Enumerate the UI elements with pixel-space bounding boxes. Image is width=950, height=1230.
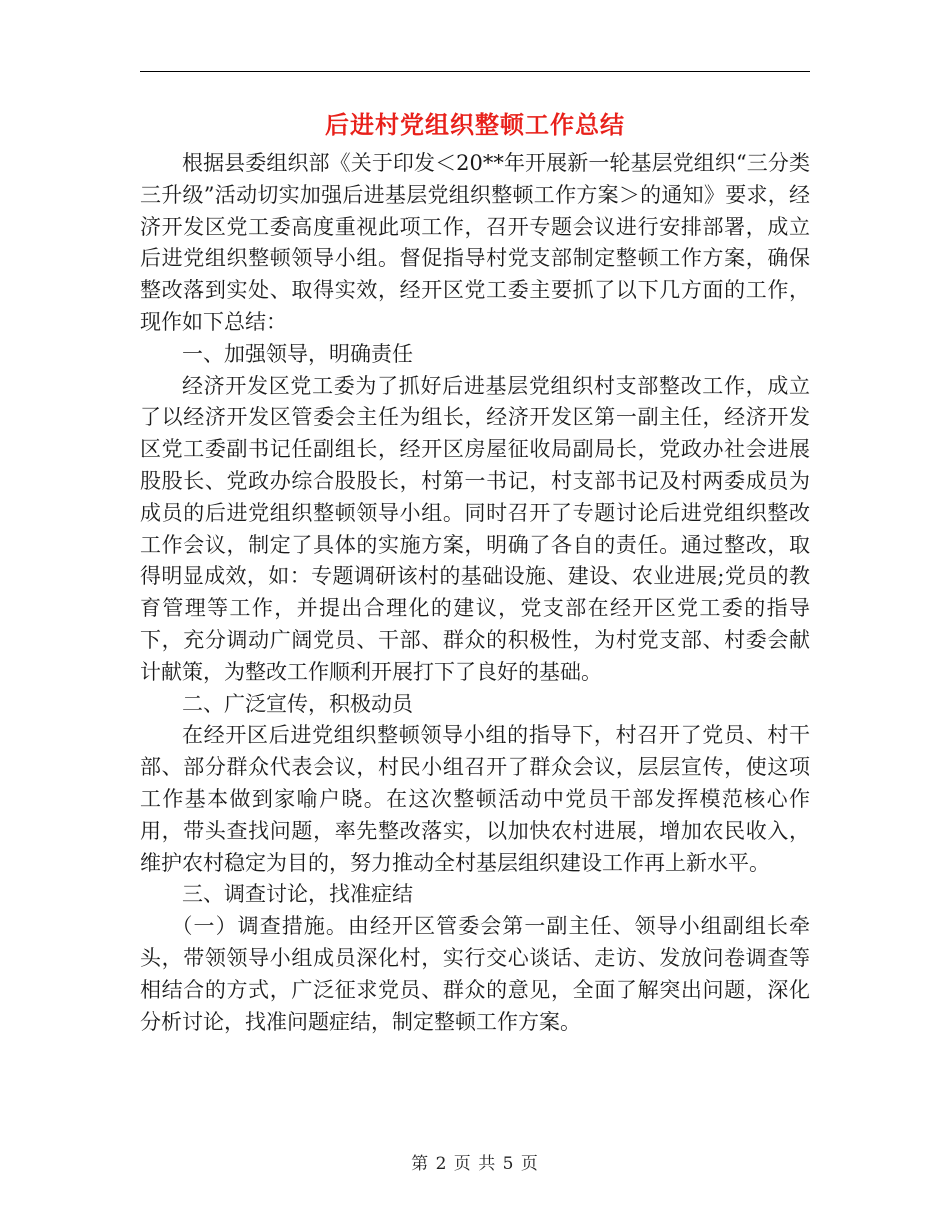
section-heading-2: 二、广泛宣传，积极动员 <box>182 691 413 716</box>
section-heading-3: 三、调查讨论，找准症结 <box>182 882 413 907</box>
intro-paragraph: 根据县委组织部《关于印发＜20**年开展新一轮基层党组织“三分类三升级”活动切实加强后进基层党组织整顿工作方案＞的通知》要求，经济开发区党工委高度重视此项工作，召开专题会议进行安排部署，成立后进党组织整顿领导小组。督促指导村党支部制定整顿工作方案，确保整改落到实处、取得实效，经开区党工委主要抓了以下几方面的工作，现作如下总结： <box>140 151 810 334</box>
header-rule <box>140 71 810 72</box>
section-heading-1: 一、加强领导，明确责任 <box>182 341 413 366</box>
document-title: 后进村党组织整顿工作总结 <box>325 110 625 139</box>
section-3-paragraph: （一）调查措施。由经开区管委会第一副主任、领导小组副组长牵头，带领领导小组成员深化村，实行交心谈话、走访、发放问卷调查等相结合的方式，广泛征求党员、群众的意见，全面了解突出问题，深化分析讨论，找准问题症结，制定整顿工作方案。 <box>140 914 810 1034</box>
section-1-paragraph: 经济开发区党工委为了抓好后进基层党组织村支部整改工作，成立了以经济开发区管委会主任为组长，经济开发区第一副主任，经济开发区党工委副书记任副组长，经开区房屋征收局副局长，党政办社会进展股股长、党政办综合股股长，村第一书记，村支部书记及村两委成员为成员的后进党组织整顿领导小组。同时召开了专题讨论后进党组织整改工作会议，制定了具体的实施方案，明确了各自的责任。通过整改，取得明显成效，如：专题调研该村的基础设施、建设、农业进展;党员的教育管理等工作，并提出合理化的建议，党支部在经开区党工委的指导下，充分调动广阔党员、干部、群众的积极性，为村党支部、村委会献计献策，为整改工作顺利开展打下了良好的基础。 <box>140 373 810 684</box>
document-body <box>140 148 810 1038</box>
page-number-footer: 第 2 页 共 5 页 <box>411 1154 539 1174</box>
section-2-paragraph: 在经开区后进党组织整顿领导小组的指导下，村召开了党员、村干部、部分群众代表会议，村民小组召开了群众会议，层层宣传，使这项工作基本做到家喻户晓。在这次整顿活动中党员干部发挥模范核心作用，带头查找问题，率先整改落实，以加快农村进展，增加农民收入，维护农村稳定为目的，努力推动全村基层组织建设工作再上新水平。 <box>140 723 810 875</box>
